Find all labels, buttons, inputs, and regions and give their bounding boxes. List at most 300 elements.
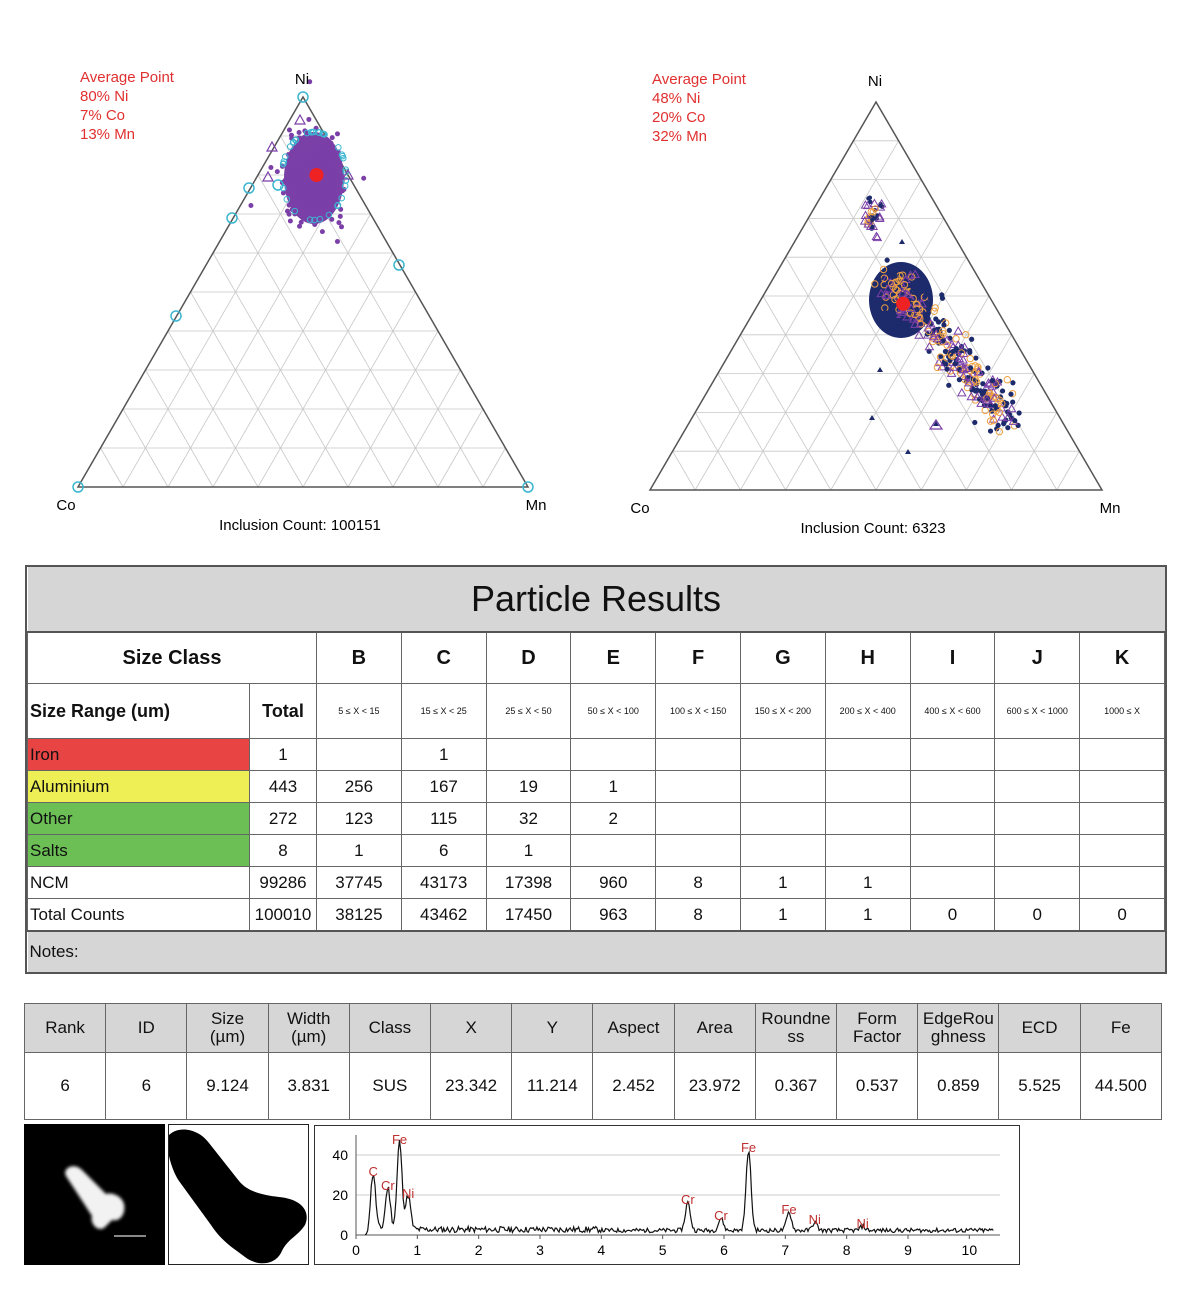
row-cell: 1 (317, 835, 402, 867)
detail-header: ECD (999, 1004, 1080, 1053)
row-cell: 6 (401, 835, 486, 867)
data-point (336, 178, 341, 183)
outlier-point (295, 115, 305, 124)
row-cell (571, 739, 656, 771)
detail-header: Roundne ss (755, 1004, 836, 1053)
data-point (990, 378, 995, 383)
ternary-gridline (303, 292, 416, 487)
data-point (301, 185, 306, 190)
row-cell: 17398 (486, 867, 571, 899)
ternary-gridline (191, 292, 304, 487)
x-tick-label: 10 (961, 1242, 978, 1258)
row-total: 8 (250, 835, 317, 867)
row-cell (1080, 803, 1165, 835)
inclusion-count: Inclusion Count: 100151 (219, 517, 381, 534)
data-point (1017, 410, 1022, 415)
peak-label: Fe (781, 1202, 797, 1217)
detail-value: 0.859 (918, 1053, 999, 1120)
table-row (28, 803, 1165, 835)
row-cell (656, 771, 741, 803)
row-cell (995, 867, 1080, 899)
axis-label-ni: Ni (867, 73, 883, 90)
data-point (882, 310, 887, 315)
row-cell (656, 739, 741, 771)
row-cell: 43173 (401, 867, 486, 899)
detail-header: Size (µm) (187, 1004, 268, 1053)
particle-detail-table (24, 1003, 1162, 1120)
axis-label-mn: Mn (525, 497, 547, 514)
data-point (292, 191, 297, 196)
row-total: 443 (250, 771, 317, 803)
size-class-f: F (656, 632, 741, 684)
data-point (878, 203, 882, 207)
table-row (28, 739, 1165, 771)
data-point (307, 163, 312, 168)
data-point (910, 286, 915, 291)
row-cell (995, 835, 1080, 867)
data-point (315, 196, 320, 201)
row-label: Total Counts (28, 899, 250, 932)
detail-header: Y (512, 1004, 593, 1053)
data-point (993, 403, 998, 408)
detail-value: SUS (349, 1053, 430, 1120)
eds-spectrum-chart (314, 1125, 1020, 1265)
data-point (973, 355, 978, 360)
data-point (314, 209, 319, 214)
data-point (324, 189, 329, 194)
data-point (1008, 392, 1013, 397)
avg-point-title: Average Point (80, 69, 174, 86)
data-point (1010, 399, 1015, 404)
row-label: Iron (28, 739, 250, 771)
data-point (303, 170, 308, 175)
detail-value: 6 (25, 1053, 106, 1120)
row-cell (910, 803, 995, 835)
row-cell (740, 835, 825, 867)
data-point (946, 383, 951, 388)
data-point (361, 176, 366, 181)
row-cell: 38125 (317, 899, 402, 932)
data-point (893, 273, 898, 278)
data-point (300, 149, 305, 154)
data-point (338, 214, 343, 219)
detail-value: 11.214 (512, 1053, 593, 1120)
detail-value: 0.537 (837, 1053, 918, 1120)
detail-value: 6 (106, 1053, 187, 1120)
data-point (957, 377, 962, 382)
size-class-label: Size Class (28, 632, 317, 684)
data-point (326, 180, 331, 185)
ternary-gridline (718, 374, 786, 490)
ternary-gridline (695, 141, 898, 490)
row-cell (825, 835, 910, 867)
x-tick-label: 2 (474, 1242, 483, 1258)
data-point (313, 149, 318, 154)
data-point (292, 197, 297, 202)
avg-point-mn: 32% Mn (652, 128, 708, 145)
row-cell: 123 (317, 803, 402, 835)
x-tick-label: 7 (781, 1242, 790, 1258)
avg-point-co: 20% Co (652, 109, 706, 126)
row-cell (825, 771, 910, 803)
y-tick-label: 0 (340, 1227, 348, 1243)
detail-value: 44.500 (1080, 1053, 1161, 1120)
data-point (330, 166, 335, 171)
table-row (28, 899, 1165, 932)
avg-point-ni: 48% Ni (652, 90, 701, 107)
data-point (341, 187, 346, 192)
size-class-i: I (910, 632, 995, 684)
row-cell (910, 771, 995, 803)
peak-label: Ni (808, 1212, 821, 1227)
data-point (969, 337, 974, 342)
y-tick-label: 20 (332, 1187, 348, 1203)
row-cell (740, 803, 825, 835)
outlier-point (263, 172, 273, 181)
row-cell: 1 (571, 771, 656, 803)
row-cell: 8 (656, 899, 741, 932)
size-range-i: 400 ≤ X < 600 (910, 684, 995, 739)
data-point (923, 293, 928, 298)
ternary-plot-right (590, 0, 1180, 550)
detail-header: Rank (25, 1004, 106, 1053)
data-point (309, 190, 314, 195)
axis-label-co: Co (630, 500, 650, 517)
row-cell: 2 (571, 803, 656, 835)
data-point (320, 162, 325, 167)
row-cell: 0 (995, 899, 1080, 932)
data-point (335, 131, 340, 136)
row-cell: 256 (317, 771, 402, 803)
data-point (951, 349, 956, 354)
data-point (917, 288, 922, 293)
row-cell: 37745 (317, 867, 402, 899)
data-point (330, 195, 335, 200)
data-point (870, 225, 874, 229)
data-point (336, 220, 341, 225)
row-cell: 115 (401, 803, 486, 835)
row-cell (486, 739, 571, 771)
data-point (885, 258, 890, 263)
ternary-gridline (673, 451, 696, 490)
detail-value: 3.831 (268, 1053, 349, 1120)
data-point (275, 169, 280, 174)
data-point (318, 146, 323, 151)
row-cell (317, 739, 402, 771)
average-point-marker (310, 168, 324, 182)
detail-value: 23.342 (431, 1053, 512, 1120)
row-cell: 32 (486, 803, 571, 835)
data-point (335, 239, 340, 244)
data-point (296, 201, 301, 206)
data-point (1004, 377, 1010, 383)
detail-value: 0.367 (755, 1053, 836, 1120)
size-range-d: 25 ≤ X < 50 (486, 684, 571, 739)
data-point (288, 219, 293, 224)
size-class-d: D (486, 632, 571, 684)
ternary-gridline (213, 214, 371, 487)
size-range-f: 100 ≤ X < 150 (656, 684, 741, 739)
particle-mask-image (168, 1124, 309, 1265)
detail-header: Class (349, 1004, 430, 1053)
row-total: 1 (250, 739, 317, 771)
row-cell (1080, 867, 1165, 899)
data-point (868, 195, 872, 199)
peak-label: C (368, 1164, 378, 1179)
avg-point-co: 7% Co (80, 107, 126, 124)
row-cell (1080, 739, 1165, 771)
data-point (967, 348, 972, 353)
detail-header: EdgeRou ghness (918, 1004, 999, 1053)
table-row (28, 771, 1165, 803)
data-point (268, 165, 273, 170)
data-point (897, 324, 902, 329)
row-cell: 1 (740, 867, 825, 899)
peak-label: Fe (740, 1140, 757, 1155)
detail-header: Area (674, 1004, 755, 1053)
peak-label: Cr (680, 1192, 695, 1207)
data-point (953, 361, 958, 366)
detail-header: Form Factor (837, 1004, 918, 1053)
size-range-g: 150 ≤ X < 200 (740, 684, 825, 739)
row-label: Salts (28, 835, 250, 867)
data-point (330, 135, 335, 140)
data-point (331, 184, 336, 189)
row-cell: 960 (571, 867, 656, 899)
data-point (988, 428, 993, 433)
ternary-gridline (146, 370, 214, 487)
data-point (967, 355, 973, 361)
data-point (1016, 423, 1021, 428)
data-point (974, 388, 979, 393)
outlier-point (899, 239, 905, 244)
x-tick-label: 9 (904, 1242, 912, 1258)
size-range-j: 600 ≤ X < 1000 (995, 684, 1080, 739)
size-range-label: Size Range (um) (28, 684, 250, 739)
row-cell: 43462 (401, 899, 486, 932)
detail-value: 23.972 (674, 1053, 755, 1120)
size-class-b: B (317, 632, 402, 684)
row-cell (995, 771, 1080, 803)
avg-point-ni: 80% Ni (80, 88, 129, 105)
row-cell: 1 (401, 739, 486, 771)
data-point (294, 183, 299, 188)
particle-results-table (25, 565, 1167, 974)
row-cell: 1 (825, 899, 910, 932)
peak-label: Cr (714, 1208, 728, 1223)
ternary-gridline (763, 296, 876, 490)
data-point (289, 163, 294, 168)
row-cell (656, 803, 741, 835)
data-point (297, 224, 302, 229)
data-point (311, 201, 316, 206)
data-point (943, 361, 948, 366)
row-cell (1080, 771, 1165, 803)
row-cell: 17450 (486, 899, 571, 932)
row-cell: 1 (825, 867, 910, 899)
data-point (306, 117, 311, 122)
data-point (1000, 388, 1005, 393)
data-point (915, 276, 920, 281)
data-point (286, 179, 291, 184)
data-point (336, 169, 341, 174)
size-class-j: J (995, 632, 1080, 684)
data-point (933, 316, 938, 321)
data-point (314, 142, 319, 147)
x-tick-label: 8 (842, 1242, 851, 1258)
data-point (306, 150, 311, 155)
detail-header: X (431, 1004, 512, 1053)
ternary-gridline (393, 370, 461, 487)
detail-header: ID (106, 1004, 187, 1053)
x-tick-label: 4 (597, 1242, 606, 1258)
row-cell (825, 803, 910, 835)
data-point (309, 158, 314, 163)
outlier-point (273, 180, 283, 190)
detail-value: 2.452 (593, 1053, 674, 1120)
data-point (300, 180, 305, 185)
row-cell: 0 (910, 899, 995, 932)
data-point (287, 128, 292, 133)
size-range-c: 15 ≤ X < 25 (401, 684, 486, 739)
row-label: Other (28, 803, 250, 835)
size-class-g: G (740, 632, 825, 684)
row-cell (910, 867, 995, 899)
row-cell: 1 (486, 835, 571, 867)
data-point (943, 349, 948, 354)
data-point (297, 130, 302, 135)
avg-point-title: Average Point (652, 71, 746, 88)
detail-value: 9.124 (187, 1053, 268, 1120)
data-point (287, 212, 292, 217)
detail-value: 5.525 (999, 1053, 1080, 1120)
data-point (1005, 425, 1010, 430)
x-tick-label: 5 (658, 1242, 667, 1258)
row-cell (910, 739, 995, 771)
row-cell (740, 739, 825, 771)
x-tick-label: 1 (413, 1242, 422, 1258)
data-point (304, 202, 309, 207)
data-point (332, 155, 337, 160)
data-point (311, 184, 316, 189)
data-point (294, 151, 299, 156)
row-label: NCM (28, 867, 250, 899)
data-point (923, 312, 928, 317)
peak-label: Ni (401, 1186, 415, 1201)
data-point (295, 166, 300, 171)
size-class-k: K (1080, 632, 1165, 684)
row-cell (995, 739, 1080, 771)
size-class-c: C (401, 632, 486, 684)
row-cell (995, 803, 1080, 835)
detail-header: Width (µm) (268, 1004, 349, 1053)
data-point (317, 192, 322, 197)
average-point-marker (896, 297, 910, 311)
row-cell: 0 (1080, 899, 1165, 932)
row-label: Aluminium (28, 771, 250, 803)
peak-label: Ni (856, 1216, 869, 1231)
size-class-e: E (571, 632, 656, 684)
row-cell (825, 739, 910, 771)
row-cell (740, 771, 825, 803)
peak-label: Cr (381, 1178, 395, 1193)
data-point (939, 292, 944, 297)
data-point (296, 156, 301, 161)
row-total: 100010 (250, 899, 317, 932)
data-point (320, 229, 325, 234)
size-range-e: 50 ≤ X < 100 (571, 684, 656, 739)
peak-label: Fe (391, 1132, 408, 1147)
data-point (248, 203, 253, 208)
data-point (985, 365, 990, 370)
table-row (28, 867, 1165, 899)
row-cell (1080, 835, 1165, 867)
axis-label-ni: Ni (294, 71, 310, 88)
row-cell: 8 (656, 867, 741, 899)
row-total: 99286 (250, 867, 317, 899)
data-point (335, 188, 340, 193)
data-point (339, 224, 344, 229)
data-point (328, 151, 333, 156)
table-row (28, 835, 1165, 867)
ternary-gridline (786, 218, 944, 490)
data-point (294, 172, 299, 177)
data-point (302, 208, 307, 213)
ternary-gridline (483, 448, 506, 487)
data-point (287, 203, 292, 208)
data-point (1012, 418, 1017, 423)
data-point (954, 327, 962, 334)
avg-point-mn: 13% Mn (80, 126, 136, 143)
x-tick-label: 0 (352, 1242, 360, 1258)
row-cell (910, 835, 995, 867)
data-point (323, 207, 328, 212)
data-point (958, 389, 966, 396)
size-range-k: 1000 ≤ X (1080, 684, 1165, 739)
axis-label-co: Co (56, 497, 76, 514)
data-point (289, 173, 294, 178)
ternary-gridline (101, 448, 124, 487)
detail-header: Aspect (593, 1004, 674, 1053)
row-cell (656, 835, 741, 867)
data-point (947, 328, 952, 333)
x-tick-label: 6 (720, 1242, 728, 1258)
row-cell (571, 835, 656, 867)
row-cell: 963 (571, 899, 656, 932)
y-tick-label: 40 (332, 1147, 348, 1163)
row-cell: 19 (486, 771, 571, 803)
notes-label: Notes: (28, 931, 1165, 972)
detail-header: Fe (1080, 1004, 1161, 1053)
row-total: 272 (250, 803, 317, 835)
data-point (972, 420, 977, 425)
x-tick-label: 3 (536, 1242, 544, 1258)
row-cell: 1 (740, 899, 825, 932)
data-point (325, 157, 330, 162)
data-point (308, 196, 313, 201)
data-point (941, 322, 946, 327)
ternary-gridline (1057, 451, 1080, 490)
total-label: Total (250, 684, 317, 739)
ternary-plot-left (0, 0, 580, 550)
data-point (1010, 380, 1015, 385)
ternary-gridline (236, 214, 394, 487)
outlier-point (394, 260, 404, 270)
inclusion-count: Inclusion Count: 6323 (800, 520, 946, 537)
axis-label-mn: Mn (1099, 500, 1121, 517)
results-title: Particle Results (28, 567, 1165, 632)
data-point (289, 133, 294, 138)
